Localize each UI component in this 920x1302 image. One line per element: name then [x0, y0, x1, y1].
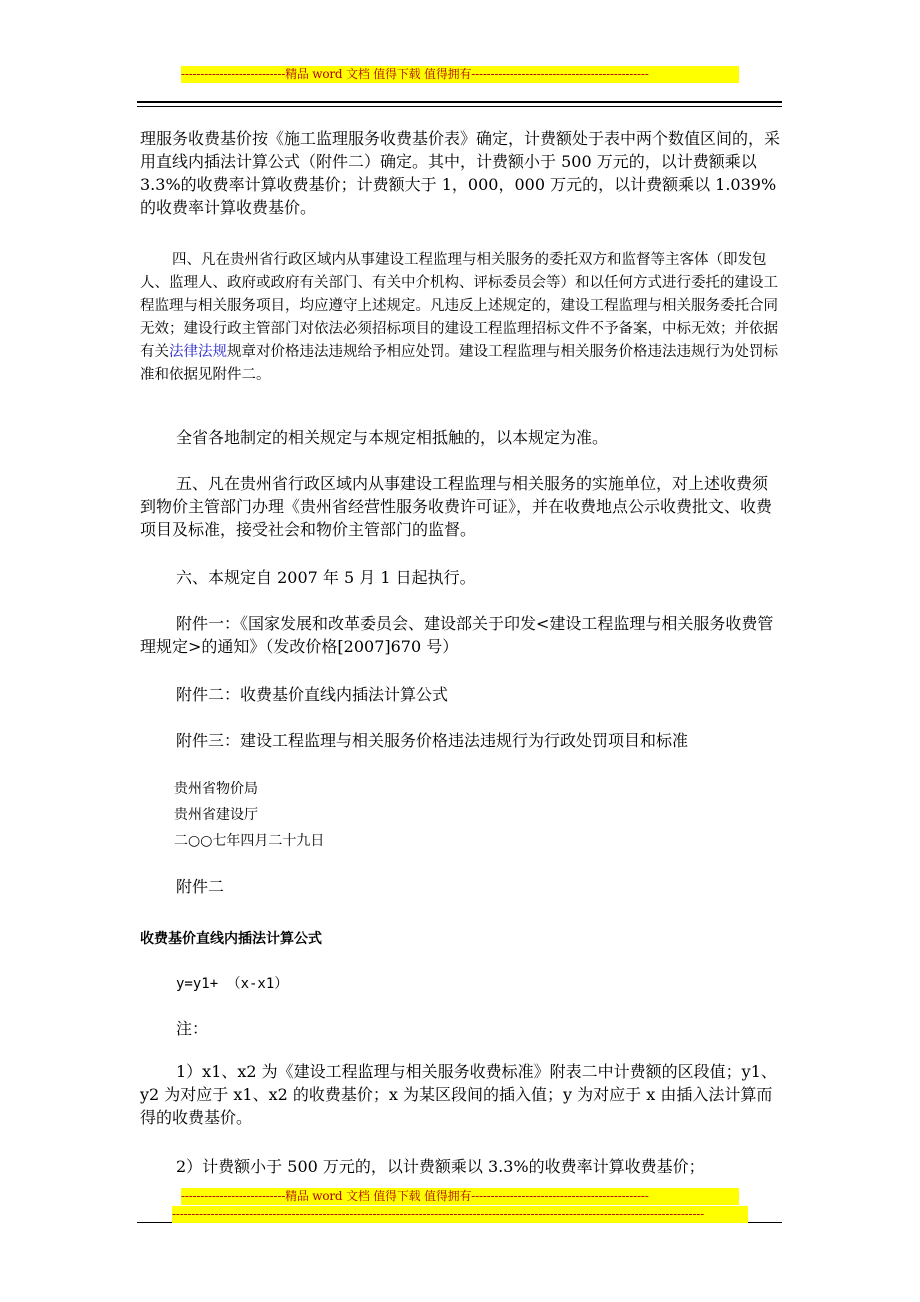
signature-org-price-bureau: 贵州省物价局: [174, 781, 258, 797]
appendix-title: 收费基价直线内插法计算公式: [140, 931, 322, 947]
paragraph-section-four: [140, 249, 783, 387]
section-four-text-b: 规章对价格违法违规给予相应处罚。建设工程监理与相关服务价格违法违规行为处罚标准和依据见附件二。: [140, 344, 778, 383]
footer-banner: ---------------------------精品 word 文档 值得下载 值得拥有----------------------------------------------: [181, 1188, 739, 1205]
paragraph-attachment-three: 附件三：建设工程监理与相关服务价格违法违规行为行政处罚项目和标准: [176, 731, 689, 750]
header-rule-bottom: [137, 106, 782, 107]
section-four-text-a: 四、凡在贵州省行政区域内从事建设工程监理与相关服务的委托双方和监督等主客体（即发包人、监理人、政府或政府有关部门、有关中介机构、评标委员会等）和以任何方式进行委托的建设工程监理与相关服务项目，均应遵守上述规定。凡违反上述规定的，建设工程监理与相关服务委托合同无效；建设行政主管部门对依法必须招标项目的建设工程监理招标文件不予备案，中标无效；并依据有关: [140, 252, 778, 360]
signature-date: 二○○七年四月二十九日: [174, 833, 325, 849]
footer-banner-dashes: ------------------------------------------------------------------------------------------------------------------------------------------: [172, 1206, 748, 1223]
paragraph-province-rule: 全省各地制定的相关规定与本规定相抵触的，以本规定为准。: [176, 428, 609, 447]
header-banner: ---------------------------精品 word 文档 值得下载 值得拥有----------------------------------------------: [181, 66, 739, 83]
appendix-note-two: 2）计费额小于 500 万元的，以计费额乘以 3.3%的收费率计算收费基价；: [176, 1157, 705, 1176]
paragraph-section-five: 五、凡在贵州省行政区域内从事建设工程监理与相关服务的实施单位，对上述收费须到物价主管部门办理《贵州省经营性服务收费许可证》，并在收费地点公示收费批文、收费项目及标准，接受社会和物价主管部门的监督。: [140, 474, 773, 539]
appendix-note-label: 注：: [176, 1019, 209, 1038]
paragraph-attachment-one: 附件一：《国家发展和改革委员会、建设部关于印发<建设工程监理与相关服务收费管理规定>的通知》（发改价格[2007]670 号）: [140, 614, 774, 656]
signature-org-construction-dept: 贵州省建设厅: [174, 807, 258, 823]
law-regulation-link[interactable]: 法律法规: [169, 344, 227, 360]
appendix-label: 附件二: [176, 877, 225, 896]
paragraph-fee-base: 理服务收费基价按《施工监理服务收费基价表》确定，计费额处于表中两个数值区间的，采用直线内插法计算公式（附件二）确定。其中，计费额小于 500 万元的，以计费额乘以 3.3%的收费率计算收费基价；计费额大于 1，000，000 万元的，以计费额乘以 1.039%的收费率计算收费基价。: [140, 129, 781, 217]
formula-text: y=y1+ （x-x1）: [176, 976, 289, 992]
appendix-note-one: 1）x1、x2 为《建设工程监理与相关服务收费标准》附表二中计费额的区段值；y1、y2 为对应于 x1、x2 的收费基价；x 为某区段间的插入值；y 为对应于 x 由插入法计算而得的收费基价。: [140, 1062, 777, 1127]
appendix-formula: [140, 971, 783, 996]
paragraph-section-six: 六、本规定自 2007 年 5 月 1 日起执行。: [176, 568, 476, 587]
header-rule-top: [137, 101, 782, 103]
paragraph-attachment-two: 附件二：收费基价直线内插法计算公式: [176, 685, 449, 704]
